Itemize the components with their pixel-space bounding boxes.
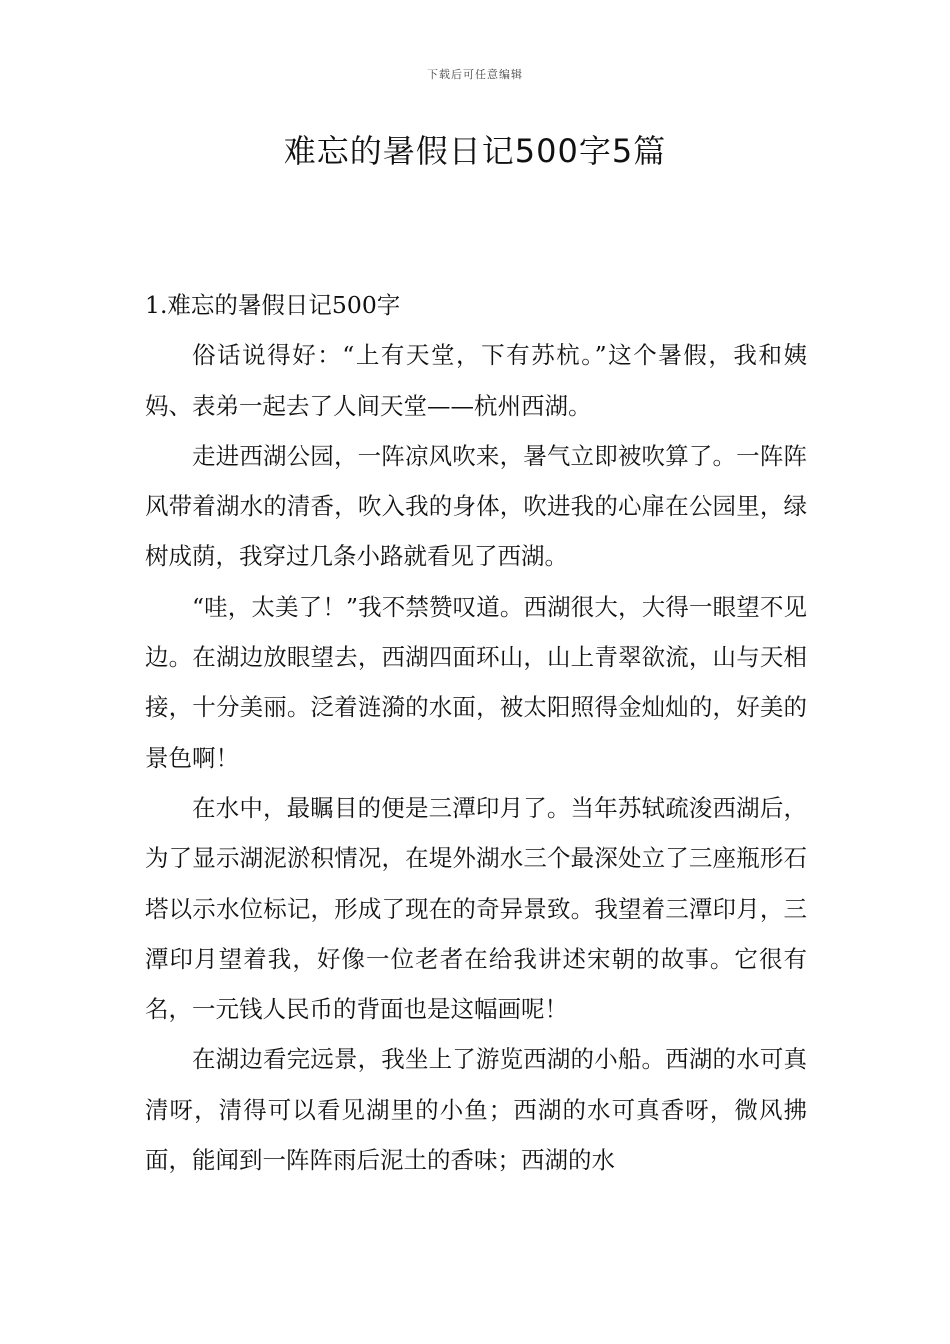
paragraph: “哇，太美了！”我不禁赞叹道。西湖很大，大得一眼望不见边。在湖边放眼望去，西湖四面环山，山上青翠欲流，山与天相接，十分美丽。泛着涟漪的水面，被太阳照得金灿灿的，好美的景色啊！	[145, 592, 807, 772]
document-body	[145, 280, 807, 1185]
paragraph: 在湖边看完远景，我坐上了游览西湖的小船。西湖的水可真清呀，清得可以看见湖里的小鱼；西湖的水可真香呀，微风拂面，能闻到一阵阵雨后泥土的香味；西湖的水	[145, 1045, 807, 1175]
paragraph: 走进西湖公园，一阵凉风吹来，暑气立即被吹算了。一阵阵风带着湖水的清香，吹入我的身体，吹进我的心扉在公园里，绿树成荫，我穿过几条小路就看见了西湖。	[145, 441, 807, 571]
paragraph: 在水中，最瞩目的便是三潭印月了。当年苏轼疏浚西湖后，为了显示湖泥淤积情况，在堤外湖水三个最深处立了三座瓶形石塔以示水位标记，形成了现在的奇异景致。我望着三潭印月，三潭印月望着我，好像一位老者在给我讲述宋朝的故事。它很有名，一元钱人民币的背面也是这幅画呢！	[145, 793, 807, 1024]
header-note: 下载后可任意编辑	[427, 68, 523, 81]
section-heading: 1.难忘的暑假日记500字	[145, 291, 401, 319]
paragraph: 俗话说得好：“上有天堂，下有苏杭。”这个暑假，我和姨妈、表弟一起去了人间天堂——杭州西湖。	[145, 341, 807, 420]
document-title: 难忘的暑假日记500字5篇	[283, 132, 667, 170]
